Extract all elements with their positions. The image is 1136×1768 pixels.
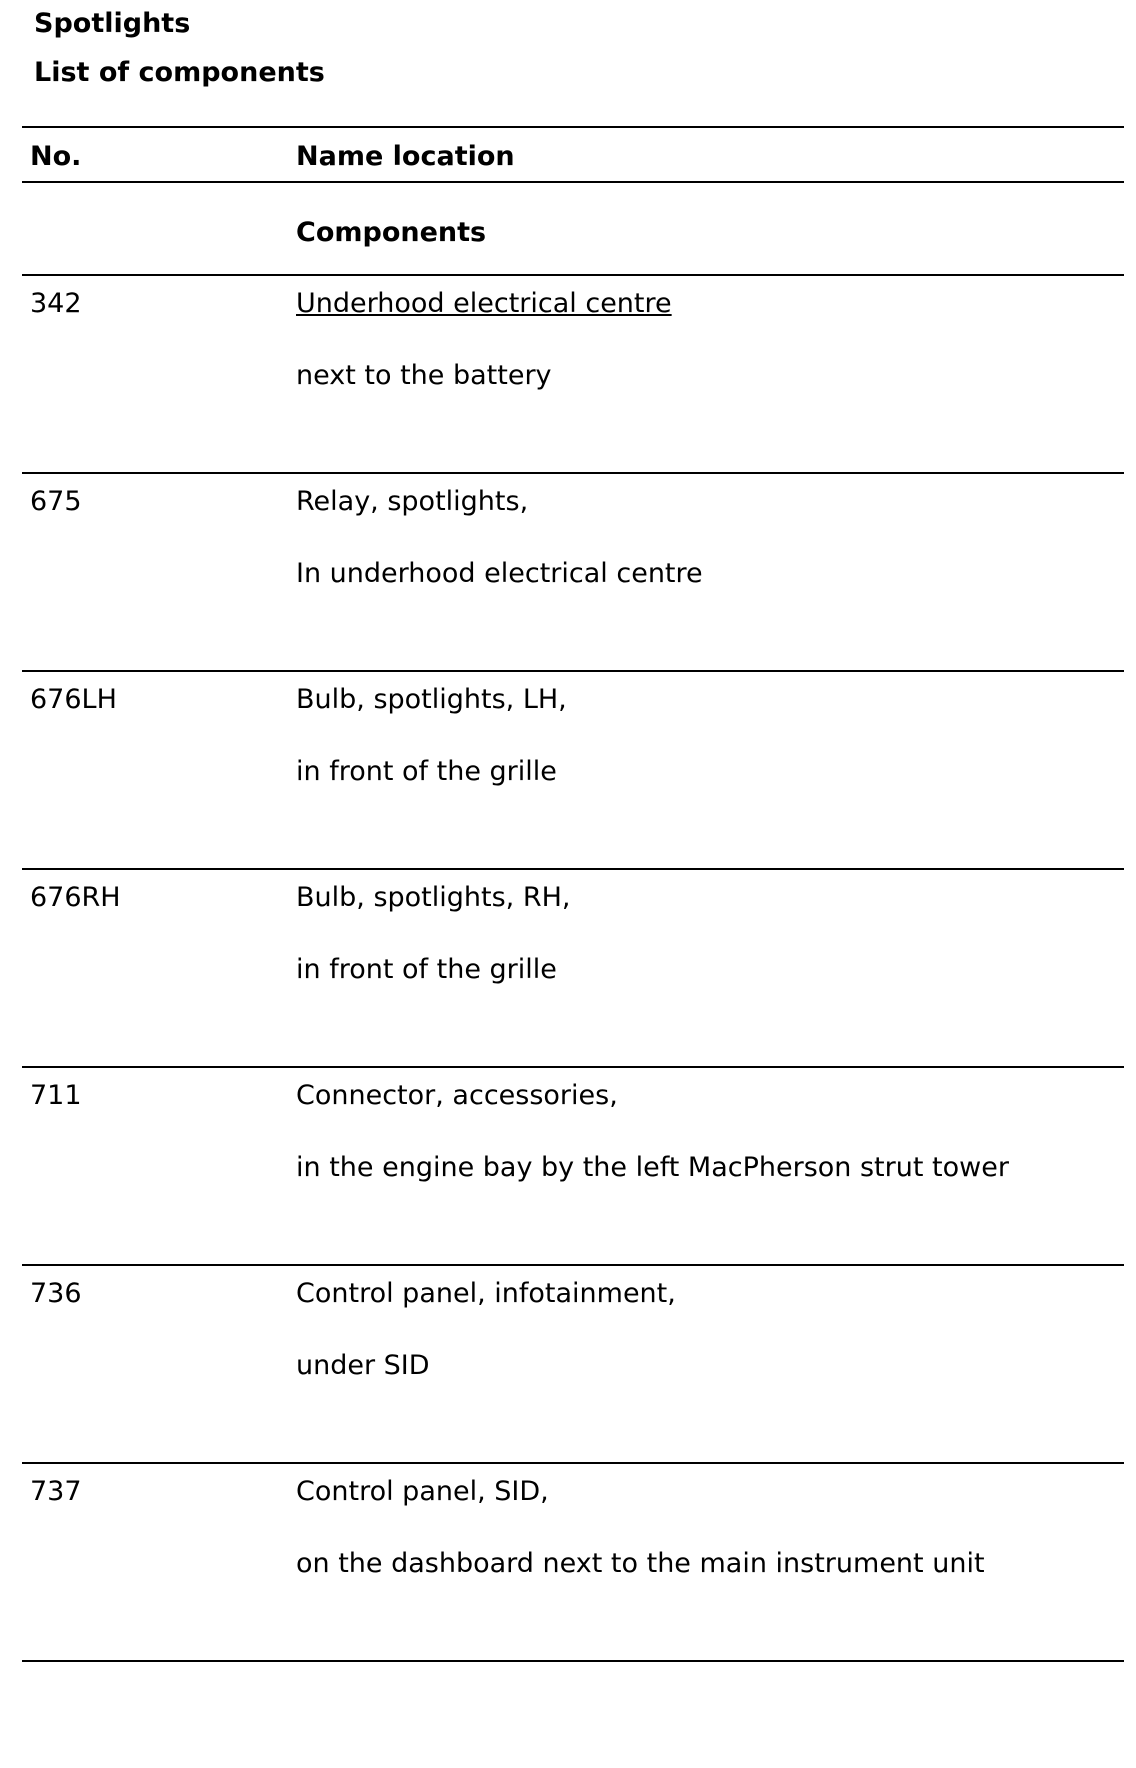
table-top-rule — [22, 126, 1124, 128]
row-divider — [22, 670, 1124, 672]
row-number: 737 — [30, 1476, 82, 1507]
component-location: in front of the grille — [296, 954, 557, 985]
component-location: under SID — [296, 1350, 430, 1381]
section-rule — [22, 274, 1124, 276]
column-header-name-location: Name location — [296, 141, 515, 172]
component-name: Control panel, SID, — [296, 1476, 549, 1507]
component-name: Connector, accessories, — [296, 1080, 618, 1111]
component-name: Bulb, spotlights, RH, — [296, 882, 571, 913]
row-number: 676LH — [30, 684, 117, 715]
page-subtitle: List of components — [34, 57, 325, 88]
component-location: In underhood electrical centre — [296, 558, 703, 589]
row-divider — [22, 472, 1124, 474]
row-number: 342 — [30, 288, 82, 319]
row-divider — [22, 1264, 1124, 1266]
component-name-link[interactable]: Underhood electrical centre — [296, 288, 672, 319]
row-number: 675 — [30, 486, 82, 517]
row-divider — [22, 1462, 1124, 1464]
component-location: on the dashboard next to the main instrument unit — [296, 1548, 985, 1579]
page-title: Spotlights — [34, 8, 191, 39]
header-rule — [22, 181, 1124, 183]
table-bottom-rule — [22, 1660, 1124, 1662]
component-location: in the engine bay by the left MacPherson strut tower — [296, 1152, 1009, 1183]
row-divider — [22, 868, 1124, 870]
component-name: Bulb, spotlights, LH, — [296, 684, 567, 715]
component-location: next to the battery — [296, 360, 552, 391]
row-divider — [22, 1066, 1124, 1068]
column-header-no: No. — [30, 141, 82, 172]
component-name: Control panel, infotainment, — [296, 1278, 676, 1309]
row-number: 711 — [30, 1080, 82, 1111]
row-number: 736 — [30, 1278, 82, 1309]
section-label-components: Components — [296, 217, 487, 248]
row-number: 676RH — [30, 882, 121, 913]
component-name: Relay, spotlights, — [296, 486, 529, 517]
component-location: in front of the grille — [296, 756, 557, 787]
